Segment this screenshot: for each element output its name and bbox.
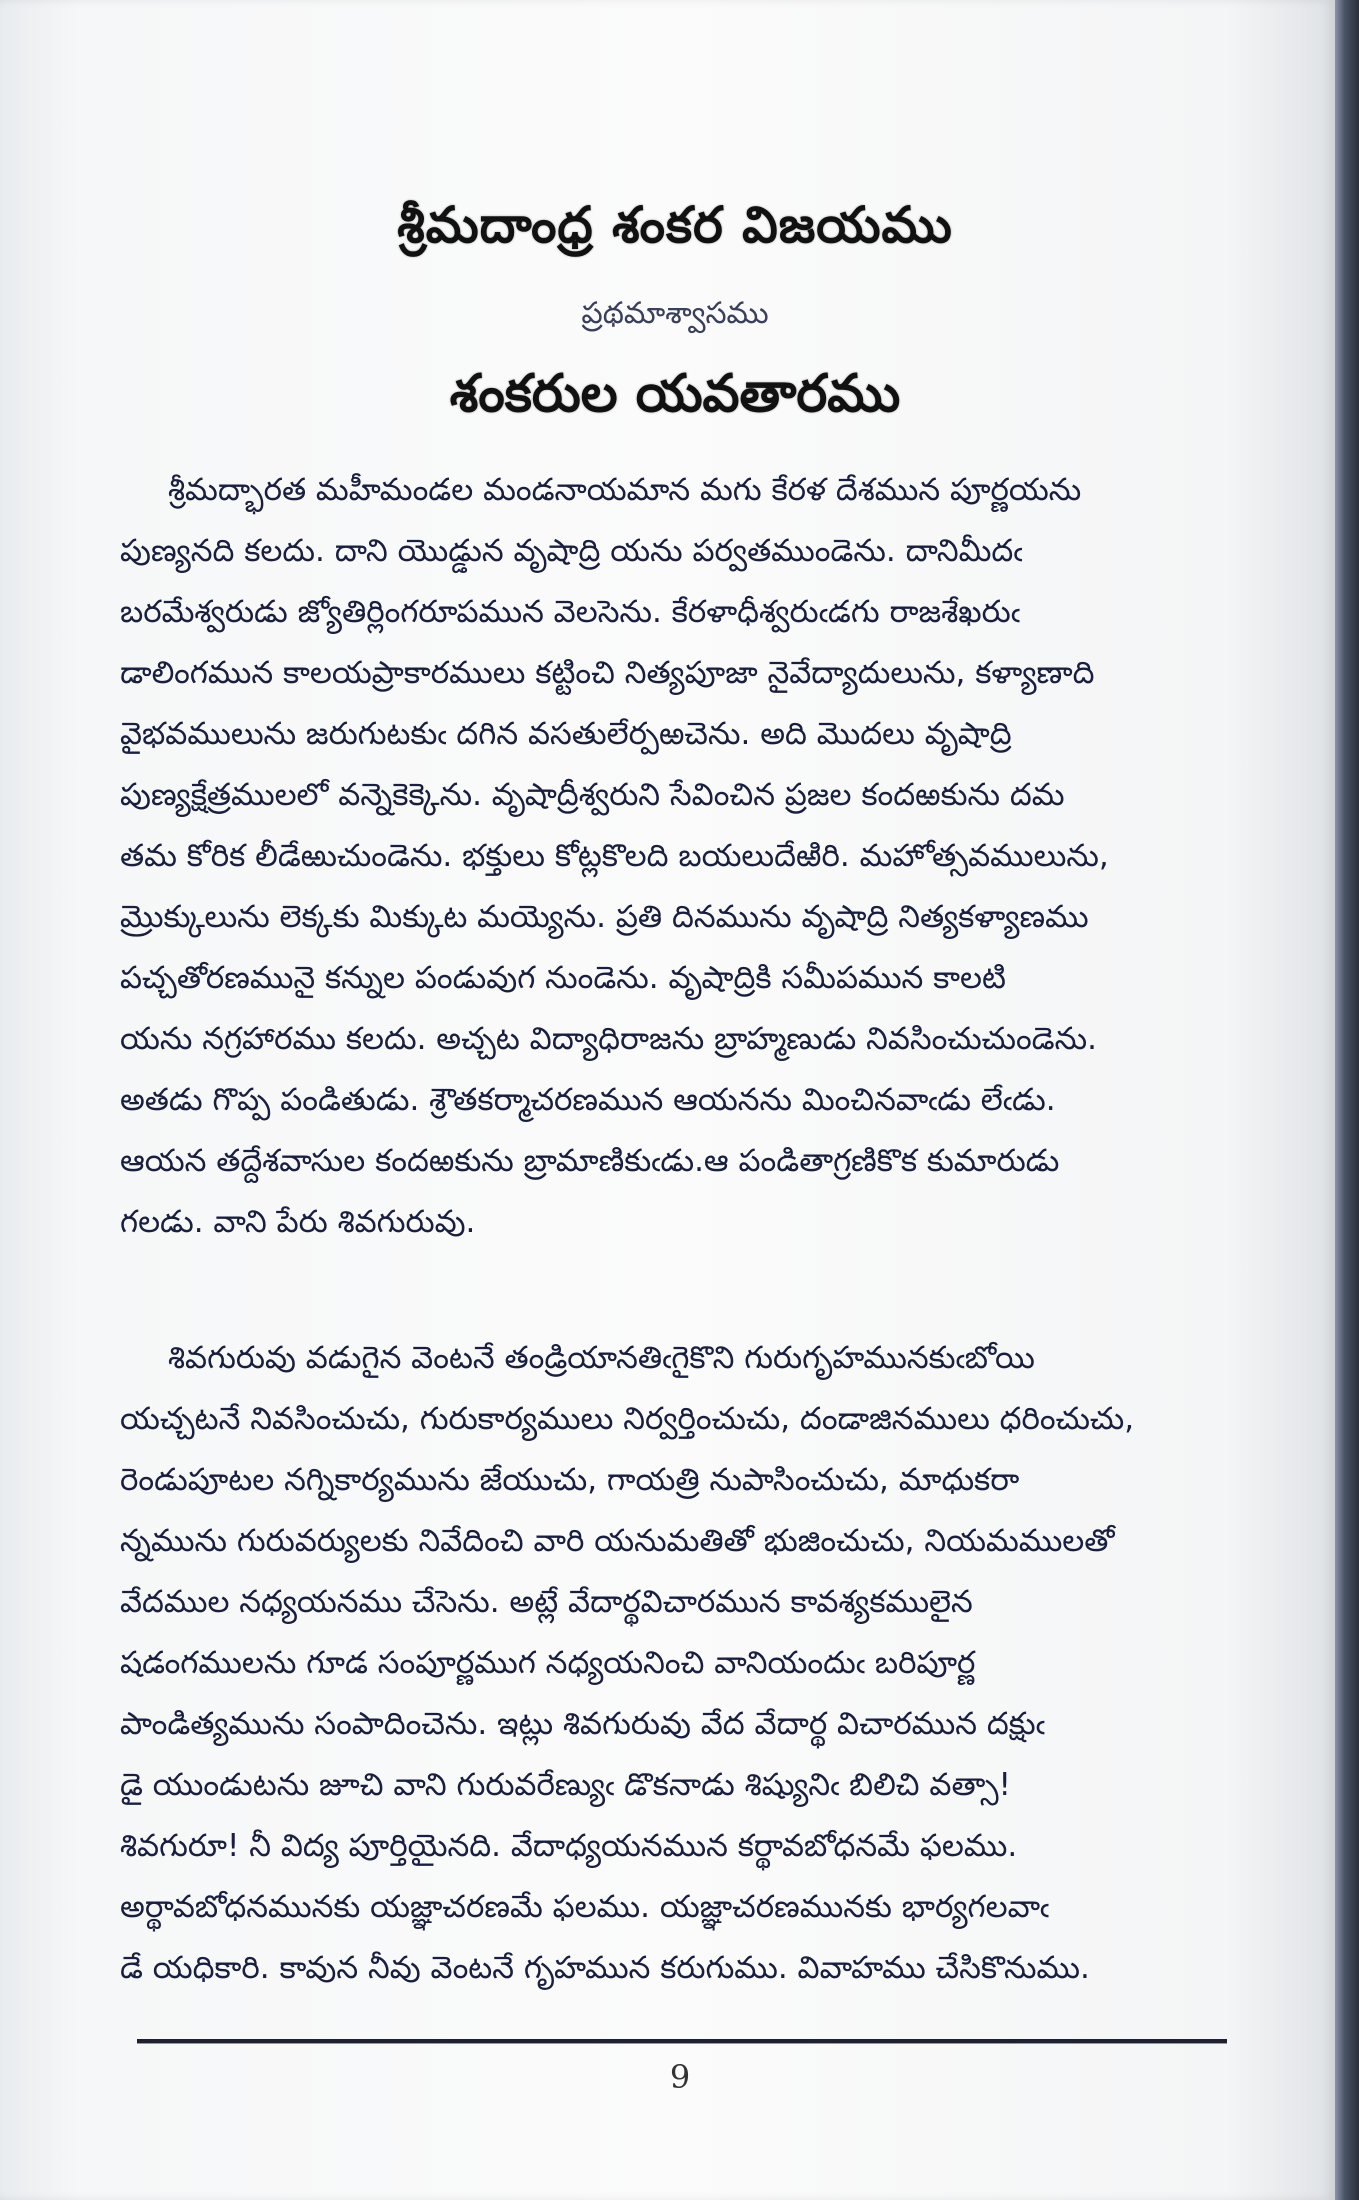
text-line: న్నమును గురువర్యులకు నివేదించి వారి యనుమతితో భుజించుచు, నియమములతో (120, 1523, 1115, 1559)
text-line: పుణ్యక్షేత్రములలో వన్నెకెక్కెను. వృషాద్రీశ్వరుని సేవించిన ప్రజల కందఱకును దమ (120, 777, 1065, 813)
text-line: శివగురూ! నీ విద్య పూర్తియైనది. వేదాధ్యయనమున కర్థావబోధనమే ఫలము. (120, 1828, 1018, 1864)
text-line: తమ కోరిక లీడేఱుచుండెను. భక్తులు కోట్లకొలది బయలుదేఱిరి. మహోత్సవములును, (120, 838, 1109, 874)
paragraph-1 (120, 460, 1230, 1253)
text-line: ఆయన తద్దేశవాసుల కందఱకును బ్రామాణికుఁడు.ఆ పండితాగ్రణికొక కుమారుడు (120, 1143, 1060, 1179)
text-line: షడంగములను గూడ సంపూర్ణముగ నధ్యయనించి వానియందుఁ బరిపూర్ణ (120, 1645, 976, 1681)
text-line: వేదముల నధ్యయనము చేసెను. అట్లే వేదార్థవిచారమున కావశ్యకములైన (120, 1584, 973, 1620)
text-line: డై యుండుటను జూచి వాని గురువరేణ్యుఁ డొకనాడు శిష్యునిఁ బిలిచి వత్సా! (120, 1767, 1011, 1803)
text-line: డాలింగమున కాలయప్రాకారములు కట్టించి నిత్యపూజా నైవేద్యాదులును, కళ్యాణాది (120, 655, 1095, 691)
text-line: పచ్చతోరణమునై కన్నుల పండువుగ నుండెను. వృషాద్రికి సమీపమున కాలటి (120, 960, 1006, 996)
text-line: వైభవములును జరుగుటకుఁ దగిన వసతులేర్పఱచెను. అది మొదలు వృషాద్రి (120, 716, 1012, 752)
chapter-title: శంకరుల యవతారము (449, 364, 901, 424)
text-line: మ్రొక్కులును లెక్కకు మిక్కుట మయ్యెను. ప్రతి దినమును వృషాద్రి నిత్యకళ్యాణము (120, 899, 1089, 935)
text-line: రెండుపూటల నగ్నికార్యమును జేయుచు, గాయత్రి నుపాసించుచు, మాధుకరా (120, 1462, 1020, 1498)
text-line: గలడు. వాని పేరు శివగురువు. (120, 1204, 476, 1240)
section-label: ప్రథమాశ్వాసము (581, 296, 769, 331)
text-line: శివగురువు వడుగైన వెంటనే తండ్రియానతిఁగైకొని గురుగృహమునకుఁబోయి (168, 1340, 1035, 1376)
text-line: బరమేశ్వరుడు జ్యోతిర్లింగరూపమున వెలసెను. కేరళాధీశ్వరుఁడగు రాజశేఖరుఁ (120, 594, 1021, 630)
book-edge-background (1335, 0, 1359, 2200)
text-line: అతడు గొప్ప పండితుడు. శ్రౌతకర్మాచరణమున ఆయనను మించినవాఁడు లేఁడు. (120, 1082, 1056, 1118)
page-number: 9 (669, 2058, 691, 2096)
footer-divider (137, 2039, 1227, 2044)
text-line: యచ్చటనే నివసించుచు, గురుకార్యములు నిర్వర్తించుచు, దండాజినములు ధరించుచు, (120, 1401, 1135, 1437)
text-line: శ్రీమద్భారత మహీమండల మండనాయమాన మగు కేరళ దేశమున పూర్ణయను (168, 472, 1082, 508)
text-line: పాండిత్యమును సంపాదించెను. ఇట్లు శివగురువు వేద వేదార్థ విచారమున దక్షుఁ (120, 1706, 1045, 1742)
text-line: పుణ్యనది కలదు. దాని యొడ్డున వృషాద్రి యను పర్వతముండెను. దానిమీదఁ (120, 533, 1023, 569)
text-line: అర్థావబోధనమునకు యజ్ఞాచరణమే ఫలము. యజ్ఞాచరణమునకు భార్యగలవాఁ (120, 1889, 1049, 1925)
text-line: యను నగ్రహారము కలదు. అచ్చట విద్యాధిరాజను బ్రాహ్మణుడు నివసించుచుండెను. (120, 1021, 1097, 1057)
paragraph-2 (120, 1328, 1230, 1999)
text-line: డే యధికారి. కావున నీవు వెంటనే గృహమున కరుగుము. వివాహము చేసికొనుము. (120, 1950, 1090, 1986)
book-title: శ్రీమదాంధ్ర శంకర విజయము (397, 196, 953, 254)
